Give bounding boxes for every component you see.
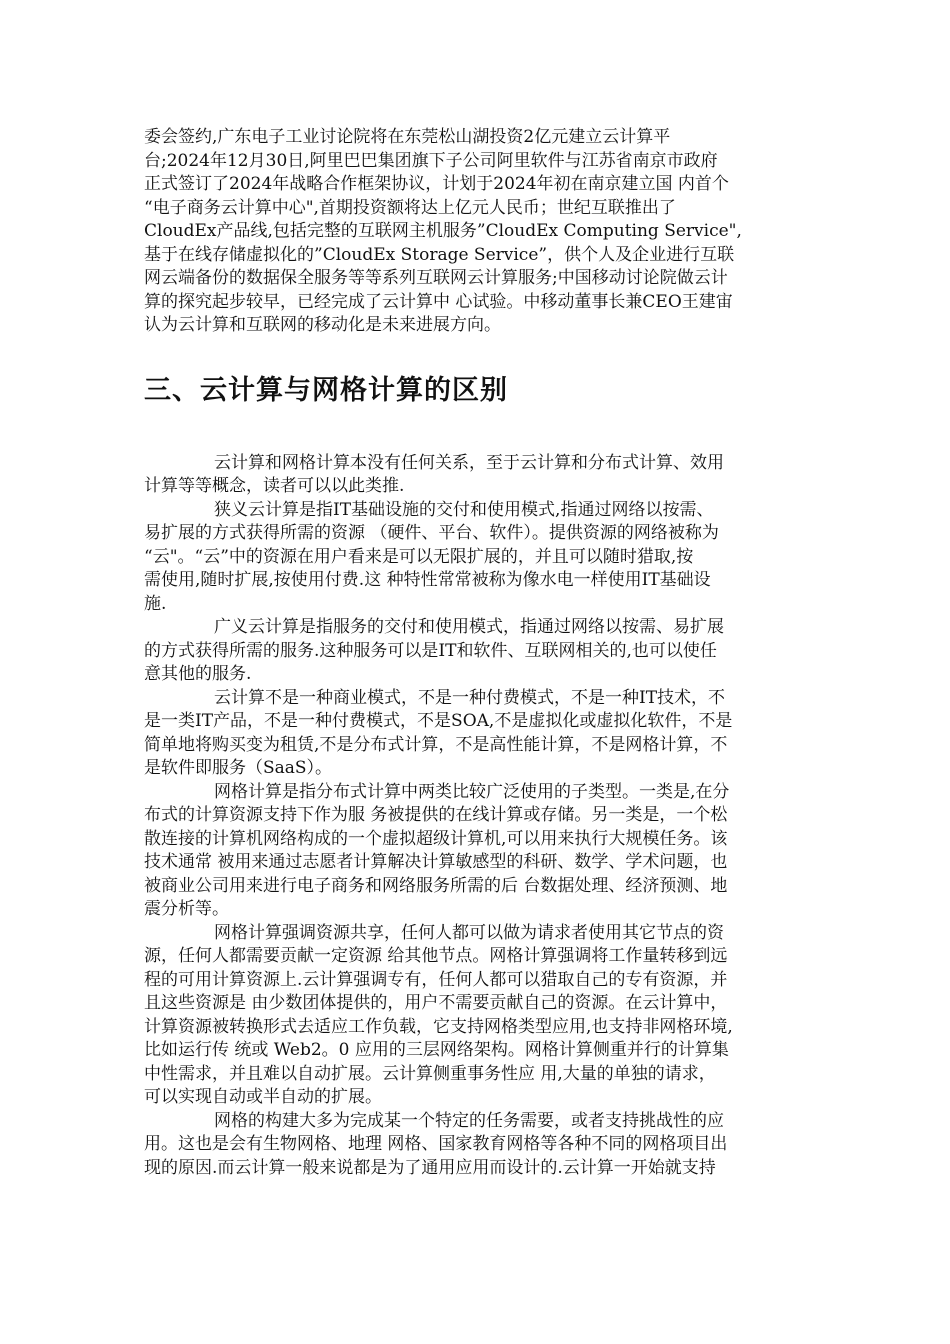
text-line: 云计算不是一种商业模式，不是一种付费模式，不是一种IT技术，不	[214, 687, 726, 708]
paragraph	[144, 452, 812, 499]
text-line: 计算等等概念，读者可以以此类推.	[144, 476, 405, 496]
text-line: 计算资源被转换形式去适应工作负载，它支持网格类型应用,也支持非网格环境,	[144, 1016, 733, 1037]
text-line: 云计算和网格计算本没有任何关系，至于云计算和分布式计算、效用	[214, 452, 724, 473]
text-line: 是一类IT产品，不是一种付费模式，不是SOA,不是虚拟化或虚拟化软件，不是	[144, 711, 733, 731]
document-body	[144, 126, 812, 1180]
text-line: 广义云计算是指服务的交付和使用模式，指通过网络以按需、易扩展	[214, 617, 724, 637]
text-line: 狭义云计算是指IT基础设施的交付和使用模式,指通过网络以按需、	[214, 499, 714, 520]
text-line: 意其他的服务.	[144, 664, 252, 684]
section-body	[144, 452, 812, 1181]
text-line: 委会签约,广东电子工业讨论院将在东莞松山湖投资2亿元建立云计算平	[144, 127, 671, 147]
text-line: “云"。“云”中的资源在用户看来是可以无限扩展的，并且可以随时猎取,按	[144, 546, 694, 567]
text-line: 源，任何人都需要贡献一定资源 给其他节点。网格计算强调将工作量转移到远	[144, 946, 728, 966]
paragraph	[144, 1110, 812, 1181]
text-line: 网格计算是指分布式计算中两类比较广泛使用的子类型。一类是,在分	[214, 781, 730, 802]
text-line: 需使用,随时扩展,按使用付费.这 种特性常常被称为像水电一样使用IT基础设	[144, 570, 711, 590]
text-line: 是软件即服务（SaaS）。	[144, 758, 333, 778]
text-line: 可以实现自动或半自动的扩展。	[144, 1087, 382, 1107]
text-line: 震分析等。	[144, 899, 229, 919]
text-line: 基于在线存储虚拟化的”CloudEx Storage Service”，供个人及企业进行互联	[144, 244, 735, 265]
text-line: 被商业公司用来进行电子商务和网络服务所需的后 台数据处理、经济预测、地	[144, 875, 728, 896]
text-line: CloudEx产品线,包括完整的互联网主机服务”CloudEx Computing Service",	[144, 221, 742, 241]
text-line: 算的探究起步较早，已经完成了云计算中 心试验。中移动董事长兼CEO王建宙	[144, 291, 733, 312]
text-line: 网格的构建大多为完成某一个特定的任务需要，或者支持挑战性的应	[214, 1110, 724, 1131]
text-line: 中性需求，并且难以自动扩展。云计算侧重事务性应 用,大量的单独的请求，	[144, 1063, 716, 1084]
text-line: 网云端备份的数据保全服务等等系列互联网云计算服务;中国移动讨论院做云计	[144, 268, 728, 288]
text-line: 现的原因.而云计算一般来说都是为了通用应用而设计的.云计算一开始就支持	[144, 1157, 716, 1178]
text-line: 网格计算强调资源共享，任何人都可以做为请求者使用其它节点的资	[214, 922, 724, 943]
text-line: 布式的计算资源支持下作为服 务被提供的在线计算或存储。另一类是，一个松	[144, 805, 728, 825]
text-line: “电子商务云计算中心",首期投资额将达上亿元人民币；世纪互联推出了	[144, 197, 676, 218]
text-line: 比如运行传 统或 Web2。0 应用的三层网络架构。网格计算侧重并行的计算集	[144, 1040, 729, 1060]
text-line: 简单地将购买变为租赁,不是分布式计算，不是高性能计算，不是网格计算，不	[144, 734, 728, 755]
intro-paragraph	[144, 126, 812, 338]
text-line: 施.	[144, 593, 167, 614]
paragraph	[144, 687, 812, 781]
text-line: 且这些资源是 由少数团体提供的，用户不需要贡献自己的资源。在云计算中，	[144, 993, 728, 1013]
section-heading: 三、云计算与网格计算的区别	[144, 374, 508, 406]
paragraph	[144, 499, 812, 617]
paragraph	[144, 781, 812, 922]
paragraph	[144, 616, 812, 687]
text-line: 技术通常 被用来通过志愿者计算解决计算敏感型的科研、数学、学术问题，也	[144, 852, 728, 872]
text-line: 用。这也是会有生物网格、地理 网格、国家教育网格等各种不同的网格项目出	[144, 1134, 728, 1154]
text-line: 台;2024年12月30日,阿里巴巴集团旗下子公司阿里软件与江苏省南京市政府	[144, 150, 718, 171]
text-line: 易扩展的方式获得所需的资源 （硬件、平台、软件）。提供资源的网络被称为	[144, 523, 719, 543]
text-line: 散连接的计算机网络构成的一个虚拟超级计算机,可以用来执行大规模任务。该	[144, 828, 728, 849]
text-line: 的方式获得所需的服务.这种服务可以是IT和软件、互联网相关的,也可以使任	[144, 640, 717, 661]
text-line: 正式签订了2024年战略合作框架协议，计划于2024年初在南京建立国 内首个	[144, 174, 729, 194]
text-line: 程的可用计算资源上.云计算强调专有，任何人都可以猎取自己的专有资源，并	[144, 969, 728, 990]
paragraph	[144, 922, 812, 1110]
text-line: 认为云计算和互联网的移动化是未来进展方向。	[144, 315, 501, 335]
